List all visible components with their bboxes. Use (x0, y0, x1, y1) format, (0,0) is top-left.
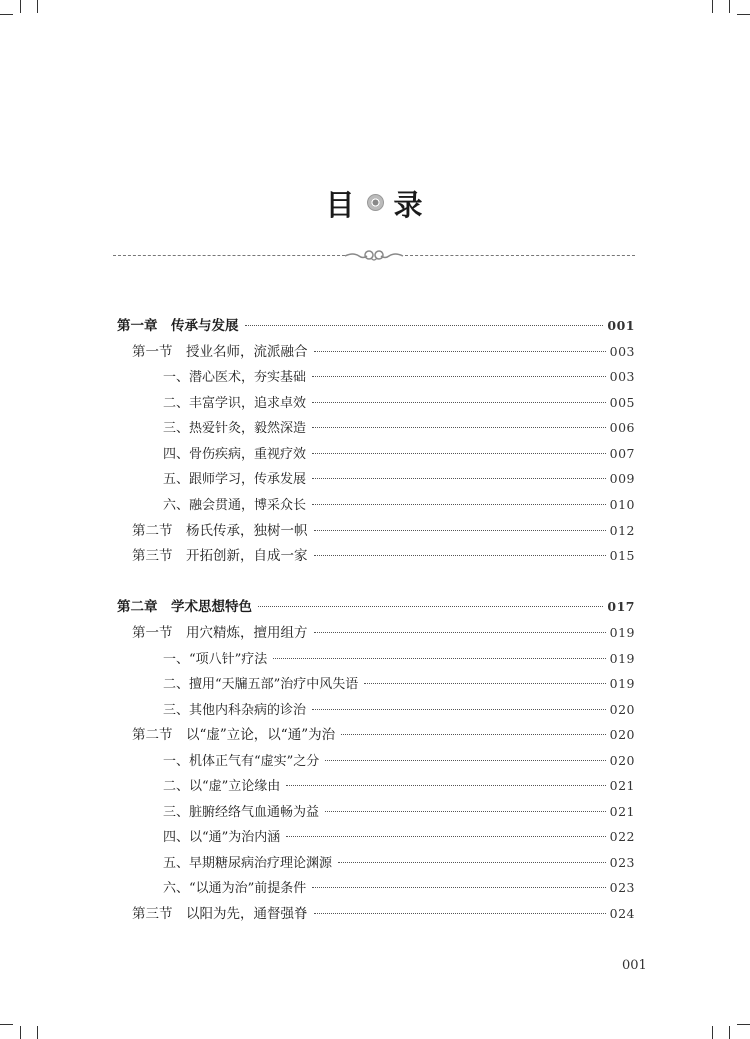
toc-entry-page: 021 (609, 804, 635, 819)
toc-subsection-entry[interactable] (163, 878, 635, 899)
toc-entry-label: 一、机体正气有“虚实”之分 (163, 754, 320, 769)
toc-leader-dots (286, 836, 605, 837)
toc-subsection-entry[interactable] (163, 802, 635, 823)
toc-subsection-entry[interactable] (163, 649, 635, 670)
toc-chapter-entry[interactable] (117, 597, 635, 617)
toc-entry-label: 二、以“虚”立论缘由 (163, 779, 281, 794)
toc-section-entry[interactable] (132, 904, 635, 924)
toc-subsection-entry[interactable] (163, 827, 635, 848)
crop-mark (0, 1024, 13, 1025)
toc-leader-dots (245, 325, 604, 326)
toc-entry-page: 020 (609, 702, 635, 717)
toc-subsection-entry[interactable] (163, 418, 635, 439)
toc-entry-label: 五、早期糖尿病治疗理论渊源 (163, 856, 333, 871)
toc-entry-label: 四、以“通”为治内涵 (163, 830, 281, 845)
title-divider (113, 246, 635, 266)
page-title (0, 183, 750, 224)
toc-entry-page: 010 (609, 497, 635, 512)
title-left-char: 目 (325, 188, 357, 222)
toc-entry-page: 024 (609, 906, 635, 921)
toc-subsection-entry[interactable] (163, 853, 635, 874)
divider-line-right (405, 255, 635, 256)
crop-mark (737, 14, 750, 15)
toc-leader-dots (286, 785, 605, 786)
toc-entry-label: 三、其他内科杂病的诊治 (163, 703, 307, 718)
toc-entry-label: 三、热爱针灸，毅然深造 (163, 421, 307, 436)
page-number: 001 (622, 958, 647, 973)
toc-entry-label: 一、潜心医术，夯实基础 (163, 370, 307, 385)
toc-leader-dots (312, 376, 606, 377)
crop-mark (37, 1026, 38, 1039)
crop-mark (37, 0, 38, 13)
toc-entry-page: 015 (609, 548, 635, 563)
toc-entry-page: 021 (609, 778, 635, 793)
toc-entry-label: 第一章 传承与发展 (117, 318, 239, 334)
toc-subsection-entry[interactable] (163, 495, 635, 516)
toc-entry-label: 第二节 以“虚”立论，以“通”为治 (132, 727, 336, 743)
title-ornament-icon (367, 194, 384, 211)
toc-section-entry[interactable] (132, 546, 635, 566)
toc-leader-dots (364, 683, 605, 684)
toc-entry-label: 第三节 开拓创新，自成一家 (132, 548, 308, 564)
toc-chapter-entry[interactable] (117, 316, 635, 336)
toc-entry-label: 二、丰富学识，追求卓效 (163, 396, 307, 411)
toc-entry-label: 第二节 杨氏传承，独树一帜 (132, 523, 308, 539)
toc-leader-dots (273, 658, 605, 659)
toc-leader-dots (341, 734, 606, 735)
divider-line-left (113, 255, 345, 256)
crop-mark (712, 0, 713, 13)
crop-mark (0, 14, 13, 15)
toc-leader-dots (325, 811, 606, 812)
toc-entry-page: 023 (609, 880, 635, 895)
toc-leader-dots (325, 760, 605, 761)
toc-entry-page: 003 (609, 344, 635, 359)
toc-entry-label: 三、脏腑经络气血通畅为益 (163, 805, 320, 820)
toc-entry-page: 022 (609, 829, 635, 844)
toc-entry-page: 003 (609, 369, 635, 384)
toc-entry-label: 第三节 以阳为先，通督强脊 (132, 906, 308, 922)
toc-entry-label: 二、擅用“天牖五部”治疗中风失语 (163, 677, 359, 692)
toc-leader-dots (312, 504, 606, 505)
toc-subsection-entry[interactable] (163, 700, 635, 721)
toc-entry-page: 019 (609, 651, 635, 666)
toc-leader-dots (312, 887, 605, 888)
toc-entry-page: 001 (607, 318, 635, 333)
toc-entry-page: 019 (609, 676, 635, 691)
toc-subsection-entry[interactable] (163, 367, 635, 388)
crop-mark (729, 0, 730, 13)
toc-entry-label: 四、骨伤疾病，重视疗效 (163, 447, 307, 462)
toc-subsection-entry[interactable] (163, 751, 635, 772)
toc-leader-dots (338, 862, 606, 863)
crop-mark (737, 1024, 750, 1025)
toc-entry-label: 六、“以通为治”前提条件 (163, 881, 307, 896)
toc-subsection-entry[interactable] (163, 393, 635, 414)
toc-entry-page: 005 (609, 395, 635, 410)
toc-entry-label: 一、“项八针”疗法 (163, 652, 268, 667)
toc-leader-dots (312, 709, 606, 710)
toc-subsection-entry[interactable] (163, 776, 635, 797)
toc-leader-dots (314, 632, 606, 633)
toc-section-entry[interactable] (132, 725, 635, 745)
toc-entry-page: 012 (609, 523, 635, 538)
toc-leader-dots (314, 351, 606, 352)
toc-entry-page: 019 (609, 625, 635, 640)
toc-leader-dots (258, 606, 603, 607)
toc-entry-page: 020 (609, 753, 635, 768)
toc-leader-dots (314, 530, 606, 531)
toc-subsection-entry[interactable] (163, 674, 635, 695)
toc-entry-label: 六、融会贯通，博采众长 (163, 498, 307, 513)
toc-entry-label: 第一节 用穴精炼，擅用组方 (132, 625, 308, 641)
toc-entry-page: 007 (609, 446, 635, 461)
scroll-ornament-icon (343, 246, 405, 266)
toc-subsection-entry[interactable] (163, 444, 635, 465)
toc-entry-page: 006 (609, 420, 635, 435)
toc-leader-dots (314, 555, 606, 556)
toc-entry-page: 009 (609, 471, 635, 486)
toc-entry-label: 第二章 学术思想特色 (117, 599, 252, 615)
crop-mark (20, 1026, 21, 1039)
crop-mark (729, 1026, 730, 1039)
toc-section-entry[interactable] (132, 521, 635, 541)
toc-leader-dots (312, 478, 606, 479)
crop-mark (20, 0, 21, 13)
toc-entry-page: 023 (609, 855, 635, 870)
toc-entry-label: 五、跟师学习，传承发展 (163, 472, 307, 487)
toc-section-entry[interactable] (132, 342, 635, 362)
toc-section-entry[interactable] (132, 623, 635, 643)
toc-entry-label: 第一节 授业名师，流派融合 (132, 344, 308, 360)
toc-leader-dots (312, 402, 606, 403)
toc-leader-dots (312, 453, 606, 454)
toc-leader-dots (314, 913, 606, 914)
toc-entry-page: 020 (609, 727, 635, 742)
toc-entry-page: 017 (607, 599, 635, 614)
title-right-char: 录 (393, 188, 425, 222)
toc-leader-dots (312, 427, 606, 428)
toc-subsection-entry[interactable] (163, 469, 635, 490)
crop-mark (712, 1026, 713, 1039)
